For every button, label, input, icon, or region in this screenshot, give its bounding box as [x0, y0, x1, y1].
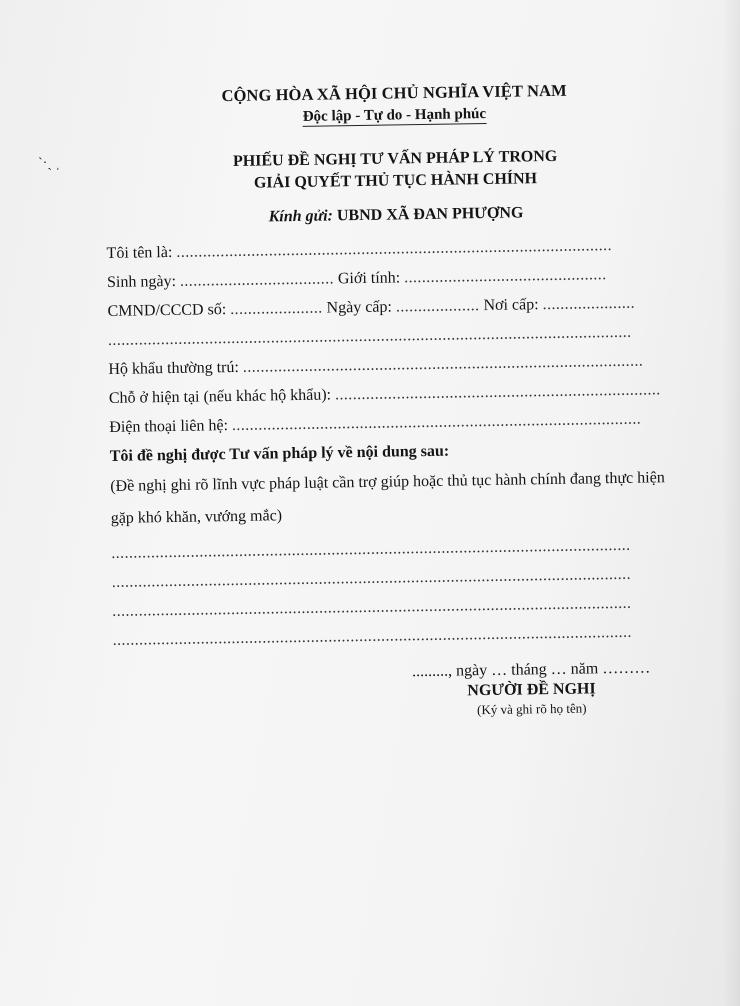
country-header: CỘNG HÒA XÃ HỘI CHỦ NGHĨA VIỆT NAM	[221, 80, 567, 106]
current-address-field[interactable]: ..........................................................................	[334, 381, 661, 404]
issue-date-field[interactable]: ...................	[395, 297, 480, 316]
id-label: CMND/CCCD số:	[107, 301, 227, 320]
request-heading: Tôi đề nghị được Tư vấn pháp lý về nội dung sau:	[109, 442, 450, 465]
signature-date: ........., ngày … tháng … năm ………	[411, 659, 651, 681]
issue-place-label: Nơi cấp:	[483, 296, 539, 315]
issue-place-field[interactable]: .....................	[542, 294, 636, 314]
request-line-1-field[interactable]: ......................................................................................................................	[111, 536, 631, 562]
request-lines	[111, 530, 673, 655]
request-note: (Đề nghị ghi rõ lĩnh vực pháp luật cần trợ giúp hoặc thủ tục hành chính đang thực hiện gặp khó khăn, vướng mắc)	[110, 469, 665, 527]
form-title-line-1: PHIẾU ĐỀ NGHỊ TƯ VẤN PHÁP LÝ TRONG	[232, 147, 558, 170]
name-label: Tôi tên là:	[106, 243, 173, 262]
name-field[interactable]: ...................................................................................................	[176, 237, 613, 261]
id-extra-field[interactable]: .......................................................................................................................	[107, 323, 632, 349]
gender-label: Giới tính:	[337, 269, 401, 288]
dob-field[interactable]: ...................................	[179, 270, 335, 290]
recipient	[126, 202, 666, 228]
residence-field[interactable]: ...........................................................................................	[242, 352, 644, 376]
signer-title: NGƯỜI ĐỀ NGHỊ	[467, 680, 596, 700]
request-line-4-field[interactable]: ......................................................................................................................	[112, 623, 632, 649]
page-edge-shadow	[722, 0, 740, 1006]
dob-label: Sinh ngày:	[106, 272, 177, 291]
current-address-label: Chỗ ở hiện tại (nếu khác hộ khẩu):	[108, 386, 332, 407]
personal-info-section	[106, 230, 669, 442]
ink-mark: `·ˎ ˌ	[38, 156, 61, 171]
signer-note: (Ký và ghi rõ họ tên)	[476, 700, 587, 718]
form-content	[104, 79, 673, 718]
residence-label: Hộ khẩu thường trú:	[108, 358, 239, 378]
motto	[124, 103, 664, 128]
recipient-name: UBND XÃ ĐAN PHƯỢNG	[336, 204, 524, 225]
recipient-label: Kính gửi:	[268, 207, 334, 226]
id-field[interactable]: .....................	[230, 299, 323, 319]
phone-field[interactable]: .............................................................................................	[231, 410, 642, 435]
form-title	[125, 144, 666, 196]
request-line-2-field[interactable]: ......................................................................................................................	[111, 565, 632, 591]
gender-field[interactable]: ..............................................	[404, 266, 607, 287]
signature-block	[381, 659, 682, 720]
motto-text: Độc lập - Tự do - Hạnh phúc	[302, 106, 487, 125]
phone-label: Điện thoại liên hệ:	[109, 417, 229, 436]
request-line-3-field[interactable]: ......................................................................................................................	[112, 594, 632, 620]
form-title-line-2: GIẢI QUYẾT THỦ TỤC HÀNH CHÍNH	[253, 170, 538, 192]
issue-date-label: Ngày cấp:	[326, 298, 393, 317]
